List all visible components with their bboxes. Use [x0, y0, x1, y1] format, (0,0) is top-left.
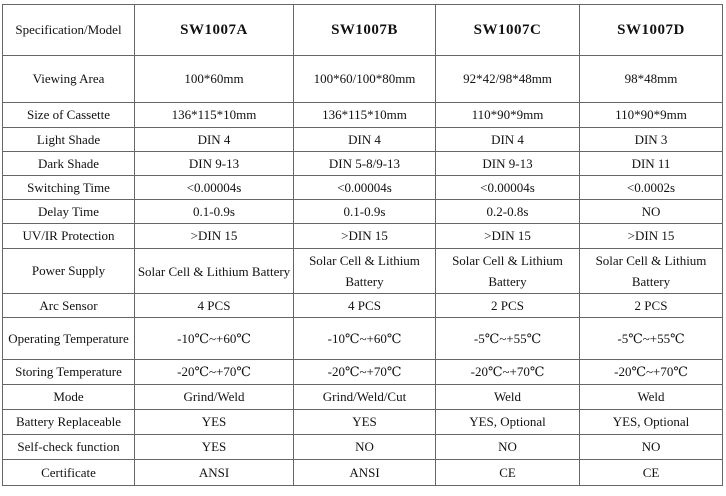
model-header: SW1007B [294, 5, 436, 56]
table-row [3, 128, 723, 152]
table-row [3, 56, 723, 103]
table-cell: DIN 4 [294, 128, 436, 152]
table-cell: 4 PCS [135, 294, 294, 318]
table-cell: -20℃~+70℃ [436, 360, 580, 385]
table-row [3, 103, 723, 128]
spec-table-container [2, 4, 723, 486]
table-cell: >DIN 15 [294, 224, 436, 249]
row-label: Light Shade [3, 128, 135, 152]
row-label: UV/IR Protection [3, 224, 135, 249]
table-cell: <0.00004s [294, 176, 436, 200]
table-cell: -20℃~+70℃ [294, 360, 436, 385]
table-cell: Weld [436, 385, 580, 410]
table-row [3, 360, 723, 385]
table-cell: CE [580, 460, 723, 486]
table-cell: NO [580, 200, 723, 224]
row-label: Power Supply [3, 249, 135, 294]
table-cell: 98*48mm [580, 56, 723, 103]
table-cell: -10℃~+60℃ [294, 318, 436, 360]
row-label: Viewing Area [3, 56, 135, 103]
row-label: Dark Shade [3, 152, 135, 176]
table-cell: 4 PCS [294, 294, 436, 318]
header-row [3, 5, 723, 56]
row-label: Delay Time [3, 200, 135, 224]
table-row [3, 152, 723, 176]
table-cell: -5℃~+55℃ [436, 318, 580, 360]
table-cell: DIN 9-13 [436, 152, 580, 176]
model-header: SW1007A [135, 5, 294, 56]
table-cell: >DIN 15 [580, 224, 723, 249]
row-label: Self-check function [3, 435, 135, 460]
table-cell: Grind/Weld/Cut [294, 385, 436, 410]
table-row [3, 385, 723, 410]
table-cell: DIN 11 [580, 152, 723, 176]
table-cell: CE [436, 460, 580, 486]
table-cell: YES [135, 410, 294, 435]
table-cell: >DIN 15 [436, 224, 580, 249]
table-cell: Grind/Weld [135, 385, 294, 410]
table-cell: YES, Optional [580, 410, 723, 435]
table-cell: DIN 5-8/9-13 [294, 152, 436, 176]
table-cell: 110*90*9mm [580, 103, 723, 128]
table-cell: DIN 3 [580, 128, 723, 152]
row-label: Switching Time [3, 176, 135, 200]
table-cell: -10℃~+60℃ [135, 318, 294, 360]
row-label: Certificate [3, 460, 135, 486]
table-cell: -20℃~+70℃ [135, 360, 294, 385]
table-row [3, 410, 723, 435]
table-cell: Solar Cell & Lithium Battery [436, 249, 580, 294]
table-cell: <0.00004s [436, 176, 580, 200]
row-label: Battery Replaceable [3, 410, 135, 435]
table-cell: DIN 9-13 [135, 152, 294, 176]
table-cell: 2 PCS [436, 294, 580, 318]
table-cell: <0.00004s [135, 176, 294, 200]
specification-table [2, 4, 723, 486]
table-cell: -20℃~+70℃ [580, 360, 723, 385]
table-cell: 136*115*10mm [294, 103, 436, 128]
table-cell: ANSI [135, 460, 294, 486]
table-cell: Solar Cell & Lithium Battery [135, 249, 294, 294]
table-cell: Solar Cell & Lithium Battery [580, 249, 723, 294]
table-cell: NO [436, 435, 580, 460]
table-cell: 2 PCS [580, 294, 723, 318]
table-cell: 0.1-0.9s [135, 200, 294, 224]
table-row [3, 176, 723, 200]
table-cell: Weld [580, 385, 723, 410]
table-row [3, 200, 723, 224]
table-cell: 136*115*10mm [135, 103, 294, 128]
table-row [3, 318, 723, 360]
table-cell: Solar Cell & Lithium Battery [294, 249, 436, 294]
table-cell: 100*60/100*80mm [294, 56, 436, 103]
row-label: Operating Temperature [3, 318, 135, 360]
table-row [3, 294, 723, 318]
table-cell: 0.2-0.8s [436, 200, 580, 224]
model-header: SW1007D [580, 5, 723, 56]
table-cell: <0.0002s [580, 176, 723, 200]
table-cell: 100*60mm [135, 56, 294, 103]
table-cell: DIN 4 [135, 128, 294, 152]
table-row [3, 224, 723, 249]
table-cell: >DIN 15 [135, 224, 294, 249]
table-row [3, 435, 723, 460]
table-cell: YES [135, 435, 294, 460]
table-row [3, 460, 723, 486]
table-cell: 110*90*9mm [436, 103, 580, 128]
table-cell: YES [294, 410, 436, 435]
table-cell: DIN 4 [436, 128, 580, 152]
model-header: SW1007C [436, 5, 580, 56]
table-cell: NO [580, 435, 723, 460]
table-cell: ANSI [294, 460, 436, 486]
row-label: Arc Sensor [3, 294, 135, 318]
table-cell: 92*42/98*48mm [436, 56, 580, 103]
table-cell: YES, Optional [436, 410, 580, 435]
header-label: Specification/Model [3, 5, 135, 56]
row-label: Mode [3, 385, 135, 410]
table-row [3, 249, 723, 294]
table-cell: NO [294, 435, 436, 460]
table-cell: 0.1-0.9s [294, 200, 436, 224]
table-cell: -5℃~+55℃ [580, 318, 723, 360]
row-label: Size of Cassette [3, 103, 135, 128]
row-label: Storing Temperature [3, 360, 135, 385]
